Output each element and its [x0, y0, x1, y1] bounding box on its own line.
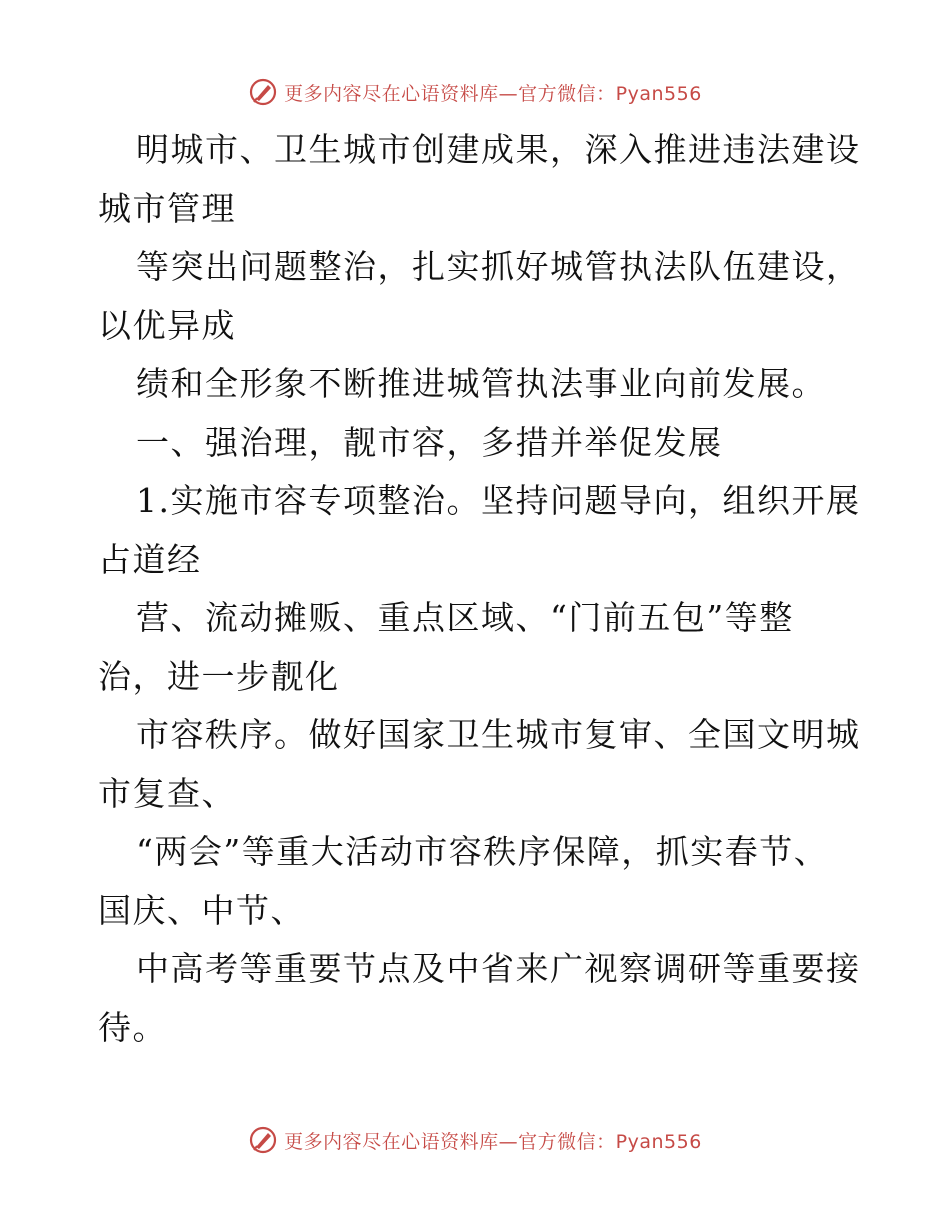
- watermark-text: 更多内容尽在心语资料库—官方微信：Pyan556: [284, 1130, 702, 1153]
- quill-logo-icon: [248, 1125, 278, 1155]
- paragraph-line: 中高考等重要节点及中省来广视察调研等重要接: [136, 949, 861, 988]
- paragraph-line: 营、流动摊贩、重点区域、“门前五包”等整: [136, 598, 794, 637]
- paragraph-line: 以优异成: [98, 305, 236, 345]
- paragraph-line: 占道经: [98, 539, 202, 579]
- paragraph-line: 国庆、中节、: [98, 890, 305, 930]
- document-body: [98, 121, 861, 1057]
- paragraph-line: 绩和全形象不断推进城管执法事业向前发展。: [136, 364, 826, 403]
- quill-logo-icon: [248, 77, 278, 107]
- paragraph-line: 城市管理: [98, 188, 236, 228]
- paragraph-line: 待。: [98, 1007, 167, 1047]
- paragraph-line: 明城市、卫生城市创建成果，深入推进违法建设: [136, 130, 861, 169]
- paragraph-line: “两会”等重大活动市容秩序保障，抓实春节、: [136, 832, 829, 871]
- paragraph-line: 治，进一步靓化: [98, 656, 340, 696]
- watermark-header: [0, 72, 950, 112]
- paragraph-line: 等突出问题整治，扎实抓好城管执法队伍建设，: [136, 247, 861, 286]
- paragraph-line: 一、强治理，靓市容，多措并举促发展: [136, 422, 723, 462]
- paragraph-line: 1.实施市容专项整治。坚持问题导向，组织开展: [136, 481, 861, 520]
- paragraph-line: 市容秩序。做好国家卫生城市复审、全国文明城: [136, 715, 861, 754]
- watermark-text: 更多内容尽在心语资料库—官方微信：Pyan556: [284, 82, 702, 105]
- watermark-footer: [0, 1120, 950, 1160]
- paragraph-line: 市复查、: [98, 773, 236, 813]
